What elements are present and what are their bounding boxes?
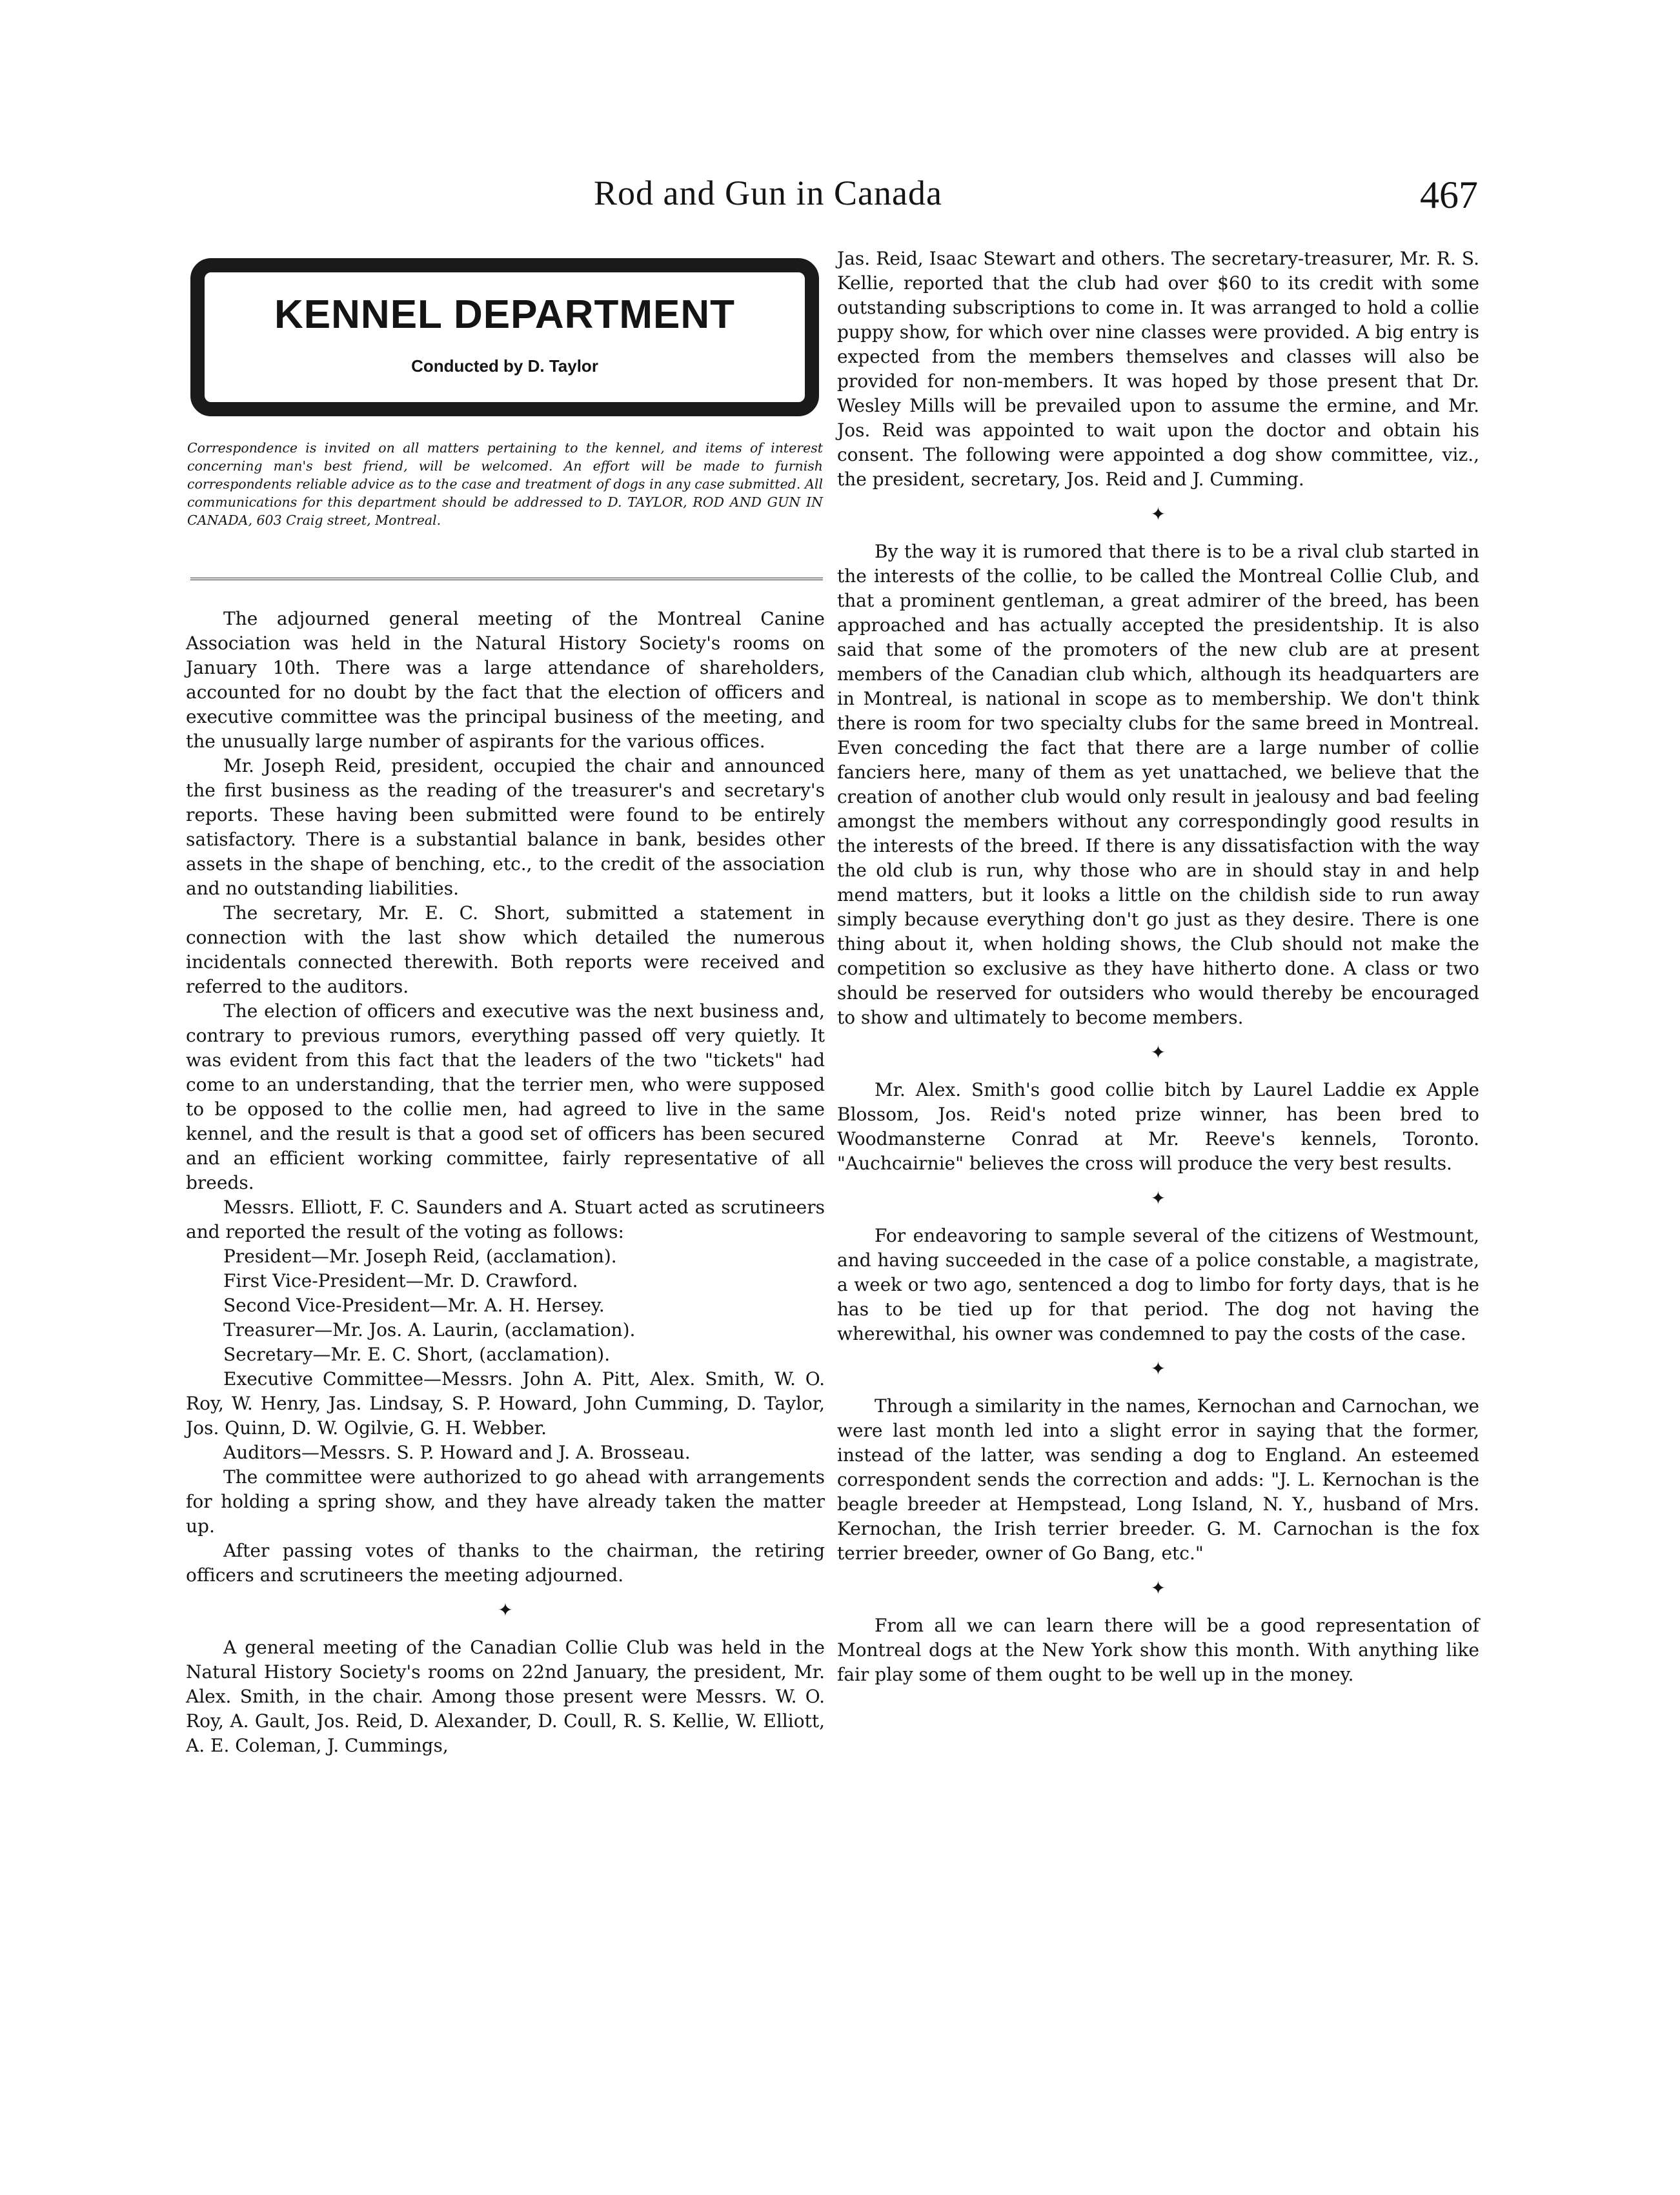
correspondence-notice: Correspondence is invited on all matters pertaining to the kennel, and items of interest concerning man's best friend, will be welcomed. An effort will be made to furnish correspondents reliable advice as to the case and treatment of dogs in any case submitted. All communications for this department should be addressed to D. TAYLOR, ROD AND GUN IN CANADA, 603 Craig street, Montreal. [187,440,823,528]
ornament-divider: ✦ [1150,503,1166,525]
paragraph-kernochan-correction: Through a similarity in the names, Kernochan and Carnochan, we were last month led into a slight error in saying that the former, instead of the latter, was sending a dog to England. An esteemed correspondent sends the correction and adds: "J. L. Kernochan is the beagle breeder at Hempstead, Long Island, N. Y., husband of Mrs. Kernochan, the Irish terrier breeder. G. M. Carnochan is the fox terrier breeder, owner of Go Bang, etc." [837,1395,1479,1564]
paragraph-secretary-statement: The secretary, Mr. E. C. Short, submitted a statement in connection with the last show which detailed the numerous incidentals connected therewith. Both reports were received and referred to the auditors. [186,902,825,997]
paragraph-collie-club-meeting: A general meeting of the Canadian Collie Club was held in the Natural History Society's rooms on 22nd January, the president, Mr. Alex. Smith, in the chair. Among those present were Messrs. W. O. Roy, A. Gault, Jos. Reid, D. Alexander, D. Coull, R. S. Kellie, W. Elliott, A. E. Coleman, J. Cummings, [186,1637,825,1756]
ornament-divider: ✦ [1150,1577,1166,1599]
officer-first-vice-president: First Vice-President—Mr. D. Crawford. [223,1270,578,1291]
ornament-divider: ✦ [1150,1042,1166,1063]
paragraph-rival-club: By the way it is rumored that there is to be a rival club started in the interests of the collie, to be called the Montreal Collie Club, and that a prominent gentleman, a great admirer of the breed, has been approached and has actually accepted the presidentship. It is also said that some of the promoters of the new club are at present members of the Canadian club which, although its headquarters are in Montreal, is national in scope as to membership. We don't think there is room for two specialty clubs for the same breed in Montreal. Even conceding the fact that there are a large number of collie fanciers here, many of them as yet unattached, we believe that the creation of another club would only result in jealousy and bad feeling amongst the members without any correspondingly good results in the interests of the breed. If there is any dissatisfaction with the way the old club is run, why those who are in should stay in and help mend matters, but it looks a little on the childish side to run away simply because everything don't go just as they desire. There is one thing about it, when holding shows, the Club should not make the competition so exclusive as they have hitherto done. A class or two should be reserved for outsiders who would thereby be encouraged to show and ultimately to become members. [837,541,1479,1028]
officer-president: President—Mr. Joseph Reid, (acclamation). [223,1246,617,1267]
paragraph-canine-meeting: The adjourned general meeting of the Montreal Canine Association was held in the Natural History Society's rooms on January 10th. There was a large attendance of shareholders, accounted for no doubt by the fact that the election of officers and executive committee was the principal business of the meeting, and the unusually large number of aspirants for the various offices. [186,608,825,752]
paragraph-collie-club-continued: Jas. Reid, Isaac Stewart and others. The secretary-treasurer, Mr. R. S. Kellie, reported that the club had over $60 to its credit with some outstanding subscriptions to come in. It was arranged to hold a collie puppy show, for which over nine classes were provided. A big entry is expected from the members themselves and classes will also be provided for non-members. It was hoped by those present that Dr. Wesley Mills will be prevailed upon to assume the ermine, and Mr. Jos. Reid was appointed to wait upon the doctor and obtain his consent. The following were appointed a dog show committee, viz., the president, secretary, Jos. Reid and J. Cumming. [837,248,1479,490]
executive-committee: Executive Committee—Messrs. John A. Pitt, Alex. Smith, W. O. Roy, W. Henry, Jas. Lindsay, S. P. Howard, John Cumming, D. Taylor, Jos. Quinn, D. W. Ogilvie, G. H. Webber. [186,1368,825,1439]
paragraph-election: The election of officers and executive was the next business and, contrary to previous rumors, everything passed off very quietly. It was evident from this fact that the leaders of the two "tickets" had come to an understanding, that the terrier men, who were supposed to be opposed to the collie men, had agreed to live in the same kennel, and the result is that a good set of officers has been secured and an efficient working committee, fairly representative of all breeds. [186,1000,825,1193]
officer-treasurer: Treasurer—Mr. Jos. A. Laurin, (acclamation). [223,1319,636,1340]
ornament-divider: ✦ [1150,1358,1166,1379]
paragraph-new-york-show: From all we can learn there will be a good representation of Montreal dogs at the New York show this month. With anything like fair play some of them ought to be well up in the money. [837,1615,1479,1685]
left-column [186,607,825,1758]
paragraph-scrutineers: Messrs. Elliott, F. C. Saunders and A. Stuart acted as scrutineers and reported the result of the voting as follows: [186,1197,825,1242]
officer-second-vice-president: Second Vice-President—Mr. A. H. Hersey. [223,1295,605,1316]
department-title: KENNEL DEPARTMENT [274,292,735,337]
section-rule [190,578,823,580]
paragraph-reports: Mr. Joseph Reid, president, occupied the chair and announced the first business as the reading of the treasurer's and secretary's reports. These having been submitted were found to be entirely satisfactory. There is a substantial balance in bank, besides other assets in the shape of benching, etc., to the credit of the association and no outstanding liabilities. [186,755,825,899]
department-byline: Conducted by D. Taylor [411,356,598,376]
ornament-divider: ✦ [1150,1188,1166,1209]
department-heading-box [190,258,819,416]
right-column [837,247,1479,1687]
running-title: Rod and Gun in Canada [594,174,942,212]
ornament-divider: ✦ [498,1599,513,1621]
paragraph-westmount-dog: For endeavoring to sample several of the citizens of Westmount, and having succeeded in the case of a police constable, a magistrate, a week or two ago, sentenced a dog to limbo for forty days, that is he has to be tied up for that period. The dog not having the wherewithal, his owner was condemned to pay the costs of the case. [837,1225,1479,1344]
paragraph-adjourned: After passing votes of thanks to the chairman, the retiring officers and scrutineers the meeting adjourned. [186,1540,825,1586]
page-number: 467 [1420,174,1478,216]
auditors: Auditors—Messrs. S. P. Howard and J. A. Brosseau. [223,1442,691,1463]
paragraph-spring-show: The committee were authorized to go ahead with arrangements for holding a spring show, and they have already taken the matter up. [186,1466,825,1537]
officer-secretary: Secretary—Mr. E. C. Short, (acclamation). [223,1344,611,1365]
paragraph-collie-bitch: Mr. Alex. Smith's good collie bitch by Laurel Laddie ex Apple Blossom, Jos. Reid's noted prize winner, has been bred to Woodmansterne Conrad at Mr. Reeve's kennels, Toronto. "Auchcairnie" believes the cross will produce the very best results. [837,1079,1479,1174]
